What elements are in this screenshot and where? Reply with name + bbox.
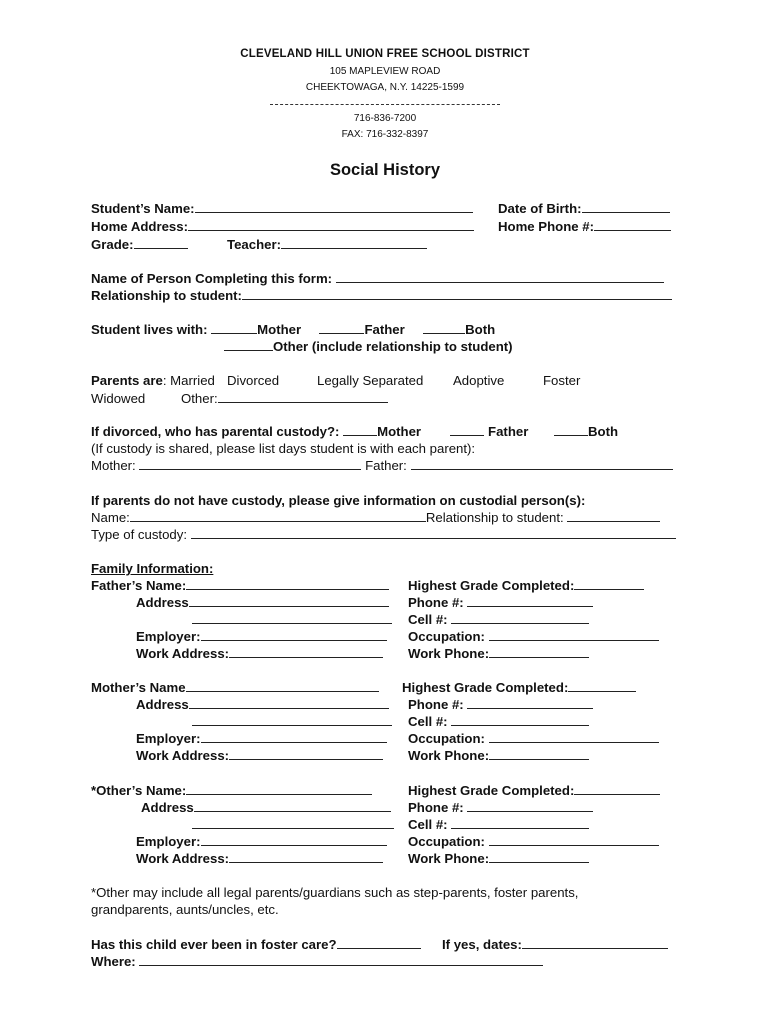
mother-employer-label: Employer: <box>136 731 201 746</box>
header-divider <box>270 104 500 105</box>
teacher-field[interactable] <box>281 237 427 249</box>
lives-with-row <box>91 322 495 338</box>
father-phone-label: Phone #: <box>408 595 464 610</box>
footnote-line1: *Other may include all legal parents/guardians such as step-parents, foster parents, <box>91 885 579 900</box>
parents-divorced: Divorced <box>227 373 280 388</box>
father-work-address-field[interactable] <box>229 646 383 658</box>
dob-field[interactable] <box>582 201 670 213</box>
father-occupation-label: Occupation: <box>408 629 485 644</box>
mother-phone-label: Phone #: <box>408 697 464 712</box>
other-work-phone-row <box>408 851 589 867</box>
other-phone-field[interactable] <box>467 800 593 812</box>
father-phone-field[interactable] <box>467 595 593 607</box>
completer-relationship-field[interactable] <box>242 288 672 300</box>
parents-foster: Foster <box>543 373 581 388</box>
parents-other-label: Other: <box>181 391 218 406</box>
student-name-row <box>91 201 473 217</box>
mother-name-field[interactable] <box>186 680 379 692</box>
other-cell-field[interactable] <box>451 817 589 829</box>
other-address-line2 <box>192 817 394 833</box>
father-grade-label: Highest Grade Completed: <box>408 578 575 593</box>
custodial-heading: If parents do not have custody, please give information on custodial person(s): <box>91 493 586 508</box>
district-fax: FAX: 716-332-8397 <box>341 129 429 140</box>
mother-occupation-label: Occupation: <box>408 731 485 746</box>
page-title: Social History <box>329 161 441 179</box>
father-employer-row <box>136 629 387 645</box>
father-grade-field[interactable] <box>574 578 644 590</box>
home-address-label: Home Address: <box>91 219 188 234</box>
other-work-address-label: Work Address: <box>136 851 230 866</box>
custody-father-label: Father: <box>365 458 407 473</box>
other-grade-row <box>408 783 660 799</box>
completer-relationship-label: Relationship to student: <box>91 288 242 303</box>
home-phone-label: Home Phone #: <box>498 219 594 234</box>
custody-mother: Mother <box>377 424 422 439</box>
father-phone-row <box>408 595 593 611</box>
mother-grade-row <box>402 680 636 696</box>
district-phone: 716-836-7200 <box>353 113 417 124</box>
mother-work-address-row <box>136 748 383 764</box>
home-address-field[interactable] <box>188 219 474 231</box>
parents-status-row <box>91 373 215 389</box>
mother-address-label: Address <box>136 697 189 712</box>
custodial-relationship-label: Relationship to student: <box>425 510 564 525</box>
custody-type-row <box>91 527 676 543</box>
parents-widowed: Widowed <box>91 391 146 406</box>
mother-name-row <box>91 680 379 696</box>
mother-employer-row <box>136 731 387 747</box>
custody-mother-field[interactable] <box>343 424 377 436</box>
other-work-phone-label: Work Phone: <box>408 851 490 866</box>
district-city: CHEEKTOWAGA, N.Y. 14225-1599 <box>305 82 465 93</box>
other-employer-field[interactable] <box>201 834 387 846</box>
mother-phone-field[interactable] <box>467 697 593 709</box>
lives-with-other-row <box>224 339 513 355</box>
student-name-field[interactable] <box>195 201 473 213</box>
mother-address-field-2[interactable] <box>192 714 392 726</box>
custody-type-field[interactable] <box>191 527 676 539</box>
other-occupation-row <box>408 834 659 850</box>
father-address-line2 <box>192 612 392 628</box>
teacher-row <box>227 237 427 253</box>
mother-address-line2 <box>192 714 392 730</box>
foster-where-label: Where: <box>91 954 136 969</box>
other-work-phone-field[interactable] <box>489 851 589 863</box>
parents-adoptive: Adoptive <box>453 373 505 388</box>
foster-dates-label: If yes, dates: <box>442 937 522 952</box>
dob-row <box>498 201 670 217</box>
other-address-field-2[interactable] <box>192 817 394 829</box>
home-phone-field[interactable] <box>594 219 671 231</box>
custody-father: Father <box>488 424 529 439</box>
father-work-address-label: Work Address: <box>136 646 230 661</box>
district-address: 105 MAPLEVIEW ROAD <box>329 66 441 77</box>
mother-cell-field[interactable] <box>451 714 589 726</box>
completer-row <box>91 271 664 287</box>
custodial-relationship-field[interactable] <box>567 510 660 522</box>
mother-work-phone-field[interactable] <box>489 748 589 760</box>
dob-label: Date of Birth: <box>498 201 582 216</box>
family-info-heading: Family Information: <box>91 561 214 576</box>
other-work-address-field[interactable] <box>229 851 383 863</box>
other-occupation-field[interactable] <box>489 834 659 846</box>
custody-both: Both <box>588 424 619 439</box>
custody-note: (If custody is shared, please list days student is with each parent): <box>91 441 476 456</box>
father-address-field-2[interactable] <box>192 612 392 624</box>
lives-with-father: Father <box>364 322 405 337</box>
mother-occupation-field[interactable] <box>489 731 659 743</box>
other-employer-label: Employer: <box>136 834 201 849</box>
mother-phone-row <box>408 697 593 713</box>
footnote-line2: grandparents, aunts/uncles, etc. <box>91 902 279 917</box>
father-address-row <box>136 595 389 611</box>
teacher-label: Teacher: <box>227 237 281 252</box>
mother-grade-label: Highest Grade Completed: <box>402 680 569 695</box>
custody-father-days-field[interactable] <box>411 458 673 470</box>
custody-father-field[interactable] <box>450 424 484 436</box>
lives-with-mother-field[interactable] <box>211 322 257 334</box>
completer-label: Name of Person Completing this form: <box>91 271 333 286</box>
district-name: CLEVELAND HILL UNION FREE SCHOOL DISTRICT <box>240 48 530 60</box>
other-phone-label: Phone #: <box>408 800 464 815</box>
father-employer-field[interactable] <box>201 629 387 641</box>
parents-other-row <box>181 391 388 407</box>
mother-work-address-field[interactable] <box>229 748 383 760</box>
father-cell-label: Cell #: <box>408 612 448 627</box>
custodial-name-row <box>91 510 660 526</box>
other-grade-label: Highest Grade Completed: <box>408 783 575 798</box>
lives-with-both: Both <box>465 322 496 337</box>
father-work-address-row <box>136 646 383 662</box>
custody-mother-days-field[interactable] <box>139 458 361 470</box>
custodial-name-label: Name: <box>91 510 130 525</box>
mother-name-label: Mother’s Name <box>91 680 186 695</box>
father-cell-row <box>408 612 589 628</box>
mother-address-row <box>136 697 389 713</box>
lives-with-both-field[interactable] <box>423 322 465 334</box>
grade-field[interactable] <box>134 237 188 249</box>
mother-occupation-row <box>408 731 659 747</box>
custody-row <box>91 424 618 440</box>
other-occupation-label: Occupation: <box>408 834 485 849</box>
mother-grade-field[interactable] <box>568 680 636 692</box>
other-name-row <box>91 783 372 799</box>
other-address-label: Address <box>141 800 194 815</box>
lives-with-label: Student lives with: <box>91 322 208 337</box>
father-grade-row <box>408 578 644 594</box>
grade-label: Grade: <box>91 237 134 252</box>
foster-dates-field[interactable] <box>522 937 668 949</box>
other-address-row <box>141 800 391 816</box>
other-phone-row <box>408 800 593 816</box>
lives-with-other-field[interactable] <box>224 339 273 351</box>
mother-work-address-label: Work Address: <box>136 748 230 763</box>
lives-with-other: Other (include relationship to student) <box>273 339 513 354</box>
other-name-field[interactable] <box>186 783 372 795</box>
father-work-phone-field[interactable] <box>489 646 589 658</box>
foster-care-field[interactable] <box>337 937 421 949</box>
other-work-address-row <box>136 851 383 867</box>
custody-both-field[interactable] <box>554 424 588 436</box>
student-name-label: Student’s Name: <box>91 201 195 216</box>
other-grade-field[interactable] <box>574 783 660 795</box>
father-name-label: Father’s Name: <box>91 578 187 593</box>
completer-field[interactable] <box>336 271 664 283</box>
father-work-phone-row <box>408 646 589 662</box>
custody-mother-row <box>91 458 673 474</box>
parents-married: : Married <box>162 373 215 388</box>
parents-other-field[interactable] <box>218 391 388 403</box>
foster-care-question: Has this child ever been in foster care? <box>91 937 337 952</box>
lives-with-father-field[interactable] <box>319 322 364 334</box>
mother-cell-row <box>408 714 589 730</box>
father-occupation-row <box>408 629 659 645</box>
mother-work-phone-label: Work Phone: <box>408 748 490 763</box>
lives-with-mother: Mother <box>257 322 302 337</box>
home-phone-row <box>498 219 671 235</box>
father-address-field[interactable] <box>189 595 389 607</box>
custodial-name-field[interactable] <box>130 510 426 522</box>
father-work-phone-label: Work Phone: <box>408 646 490 661</box>
father-address-label: Address <box>136 595 189 610</box>
parents-separated: Legally Separated <box>317 373 424 388</box>
mother-address-field[interactable] <box>189 697 389 709</box>
custody-mother-label: Mother: <box>91 458 136 473</box>
other-employer-row <box>136 834 387 850</box>
foster-care-row <box>91 937 421 953</box>
other-cell-label: Cell #: <box>408 817 448 832</box>
father-occupation-field[interactable] <box>489 629 659 641</box>
custody-question: If divorced, who has parental custody?: <box>91 424 340 439</box>
father-name-row <box>91 578 389 594</box>
parents-label: Parents are <box>91 373 163 388</box>
foster-where-row <box>91 954 543 970</box>
father-name-field[interactable] <box>186 578 389 590</box>
completer-relationship-row <box>91 288 672 304</box>
other-name-label: *Other’s Name: <box>91 783 187 798</box>
grade-row <box>91 237 188 253</box>
home-address-row <box>91 219 474 235</box>
foster-where-field[interactable] <box>139 954 543 966</box>
foster-dates-row <box>442 937 668 953</box>
other-address-field[interactable] <box>194 800 391 812</box>
mother-cell-label: Cell #: <box>408 714 448 729</box>
father-employer-label: Employer: <box>136 629 201 644</box>
mother-work-phone-row <box>408 748 589 764</box>
mother-employer-field[interactable] <box>201 731 387 743</box>
father-cell-field[interactable] <box>451 612 589 624</box>
custody-type-label: Type of custody: <box>91 527 188 542</box>
other-cell-row <box>408 817 589 833</box>
